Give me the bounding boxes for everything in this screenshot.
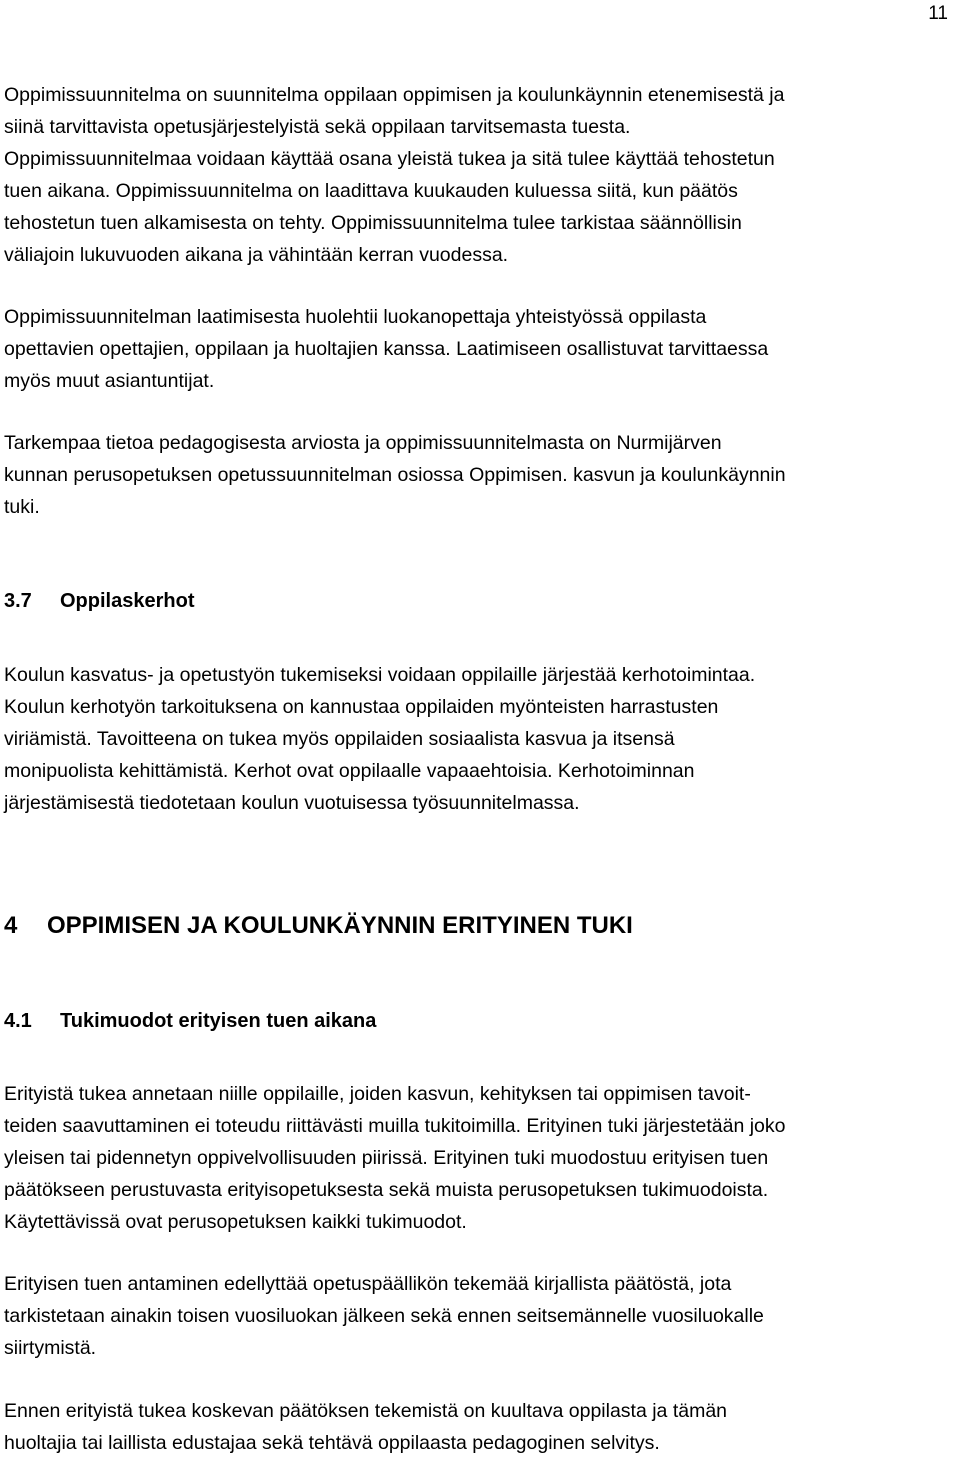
text-line: teiden saavuttaminen ei toteudu riittävästi muilla tukitoimilla. Erityinen tuki järjestetään joko (4, 1115, 786, 1137)
text-line: Koulun kerhotyön tarkoituksena on kannustaa oppilaiden myönteisten harrastusten (4, 696, 719, 718)
text-line: Erityistä tukea annetaan niille oppilaille, joiden kasvun, kehityksen tai oppimisen tavoit- (4, 1083, 751, 1105)
chapter-heading-4 (4, 912, 633, 940)
section-heading-3-7 (4, 590, 194, 613)
text-line: tuki. (4, 496, 40, 518)
text-line: Oppimissuunnitelma on suunnitelma oppilaan oppimisen ja koulunkäynnin etenemisestä ja (4, 84, 785, 106)
text-line: Erityisen tuen antaminen edellyttää opetuspäällikön tekemää kirjallista päätöstä, jota (4, 1273, 732, 1295)
text-line: Tarkempaa tietoa pedagogisesta arviosta ja oppimissuunnitelmasta on Nurmijärven (4, 432, 722, 454)
paragraph-oppimissuunnitelma (4, 79, 960, 271)
heading-text: OPPIMISEN JA KOULUNKÄYNNIN ERITYINEN TUKI (47, 912, 633, 939)
paragraph-kuuleminen (4, 1395, 960, 1459)
text-line: siirtymistä. (4, 1337, 97, 1359)
text-line: viriämistä. Tavoitteena on tukea myös oppilaiden sosiaalista kasvua ja itsensä (4, 728, 675, 750)
heading-number: 4 (4, 912, 18, 939)
text-line: tarkistetaan ainakin toisen vuosiluokan jälkeen sekä ennen seitsemännelle vuosiluokalle (4, 1305, 764, 1327)
heading-number: 3.7 (4, 590, 32, 612)
section-heading-4-1 (4, 1010, 376, 1033)
heading-text: Tukimuodot erityisen tuen aikana (60, 1010, 377, 1032)
page-number: 11 (928, 3, 948, 24)
text-line: päätökseen perustuvasta erityisopetuksesta sekä muista perusopetuksen tukimuodoista. (4, 1179, 769, 1201)
text-line: yleisen tai pidennetyn oppivelvollisuuden piirissä. Erityinen tuki muodostuu erityisen tuen (4, 1147, 769, 1169)
text-line: Oppimissuunnitelman laatimisesta huolehtii luokanopettaja yhteistyössä oppilasta (4, 306, 707, 328)
text-line: siinä tarvittavista opetusjärjestelyistä sekä oppilaan tarvitsemasta tuesta. (4, 116, 631, 138)
text-line: järjestämisestä tiedotetaan koulun vuotuisessa työsuunnitelmassa. (4, 792, 580, 814)
paragraph-laatiminen (4, 301, 960, 397)
paragraph-erityinen-tuki (4, 1078, 960, 1238)
text-line: Oppimissuunnitelmaa voidaan käyttää osana yleistä tukea ja sitä tulee käyttää tehostetun (4, 148, 775, 170)
paragraph-kerhotoiminta (4, 659, 960, 819)
text-line: myös muut asiantuntijat. (4, 370, 215, 392)
text-line: väliajoin lukuvuoden aikana ja vähintään kerran vuodessa. (4, 244, 509, 266)
text-line: Käytettävissä ovat perusopetuksen kaikki tukimuodot. (4, 1211, 467, 1233)
paragraph-tarkempaa-tietoa (4, 427, 960, 523)
text-line: kunnan perusopetuksen opetussuunnitelman osiossa Oppimisen. kasvun ja koulunkäynnin (4, 464, 786, 486)
heading-number: 4.1 (4, 1010, 32, 1032)
text-line: Koulun kasvatus- ja opetustyön tukemiseksi voidaan oppilaille järjestää kerhotoimintaa. (4, 664, 756, 686)
text-line: huoltajia tai laillista edustajaa sekä tehtävä oppilaasta pedagoginen selvitys. (4, 1432, 660, 1454)
text-line: Ennen erityistä tukea koskevan päätöksen tekemistä on kuultava oppilasta ja tämän (4, 1400, 728, 1422)
text-line: opettavien opettajien, oppilaan ja huoltajien kanssa. Laatimiseen osallistuvat tarvittaessa (4, 338, 769, 360)
heading-text: Oppilaskerhot (60, 590, 195, 612)
text-line: tuen aikana. Oppimissuunnitelma on laadittava kuukauden kuluessa siitä, kun päätös (4, 180, 738, 202)
paragraph-paatos (4, 1268, 960, 1364)
text-line: tehostetun tuen alkamisesta on tehty. Oppimissuunnitelma tulee tarkistaa säännöllisin (4, 212, 742, 234)
text-line: monipuolista kehittämistä. Kerhot ovat oppilaalle vapaaehtoisia. Kerhotoiminnan (4, 760, 695, 782)
